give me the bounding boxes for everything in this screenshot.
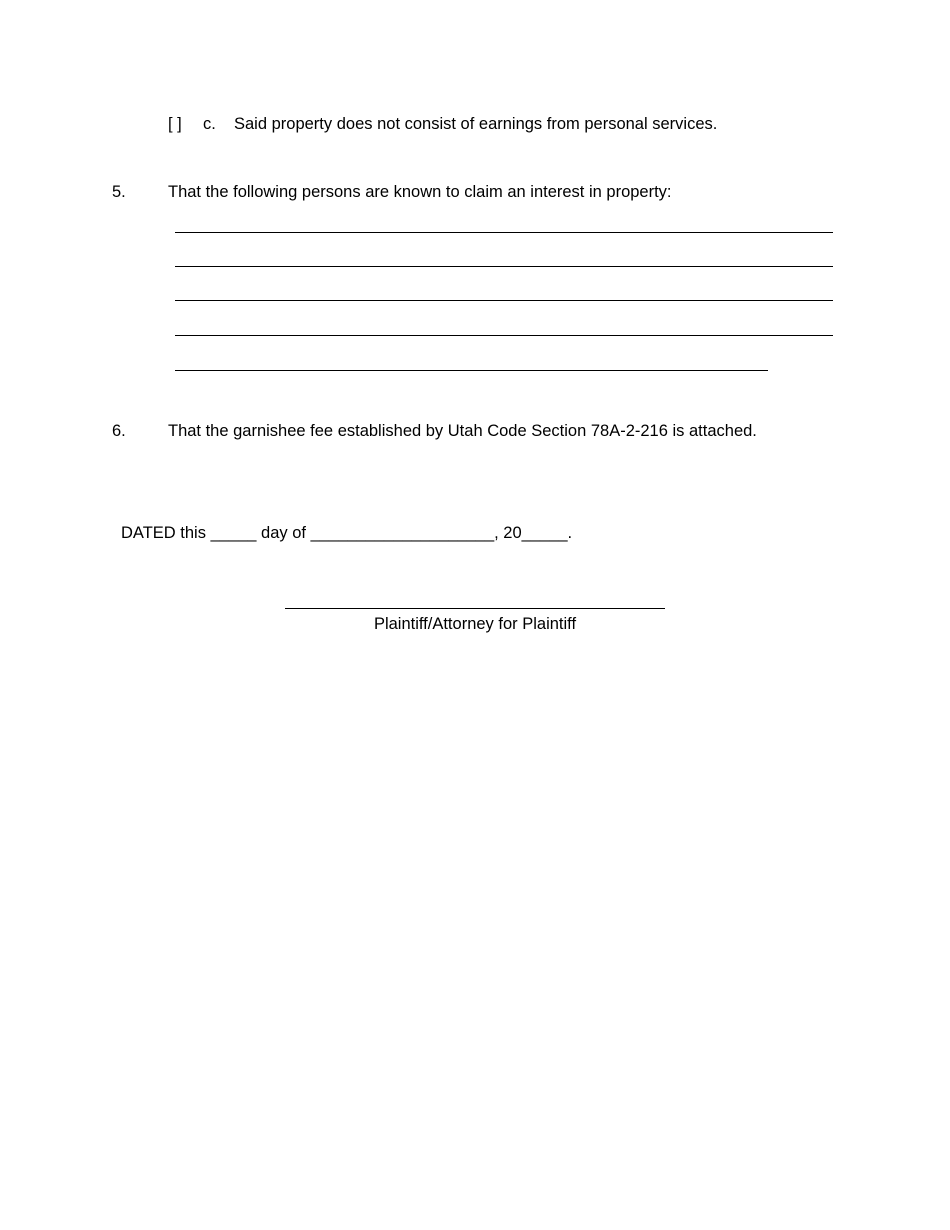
item-c-text: Said property does not consist of earnings from personal services. (234, 115, 718, 133)
day-of-label: day of (261, 524, 306, 542)
month-blank: ____________________ (310, 524, 495, 542)
item-6-text: That the garnishee fee established by Utah Code Section 78A-2-216 is attached. (168, 422, 757, 440)
day-blank: _____ (210, 524, 257, 542)
checkbox-marker: [ ] (168, 115, 182, 133)
signature-label: Plaintiff/Attorney for Plaintiff (373, 615, 577, 633)
item-6-number: 6. (112, 422, 126, 440)
interest-claimant-line-1 (175, 232, 833, 233)
interest-claimant-line-3 (175, 300, 833, 301)
year-blank: _____ (521, 524, 568, 542)
dated-end: . (567, 524, 573, 542)
interest-claimant-line-4 (175, 335, 833, 336)
interest-claimant-line-5 (175, 370, 768, 371)
dated-line (121, 523, 572, 543)
item-5-text: That the following persons are known to claim an interest in property: (168, 183, 672, 201)
signature-line (285, 608, 665, 609)
item-c-letter: c. (203, 115, 216, 133)
interest-claimant-line-2 (175, 266, 833, 267)
dated-prefix: DATED this (121, 524, 206, 542)
year-prefix: , 20 (494, 524, 522, 542)
item-5-number: 5. (112, 183, 126, 201)
